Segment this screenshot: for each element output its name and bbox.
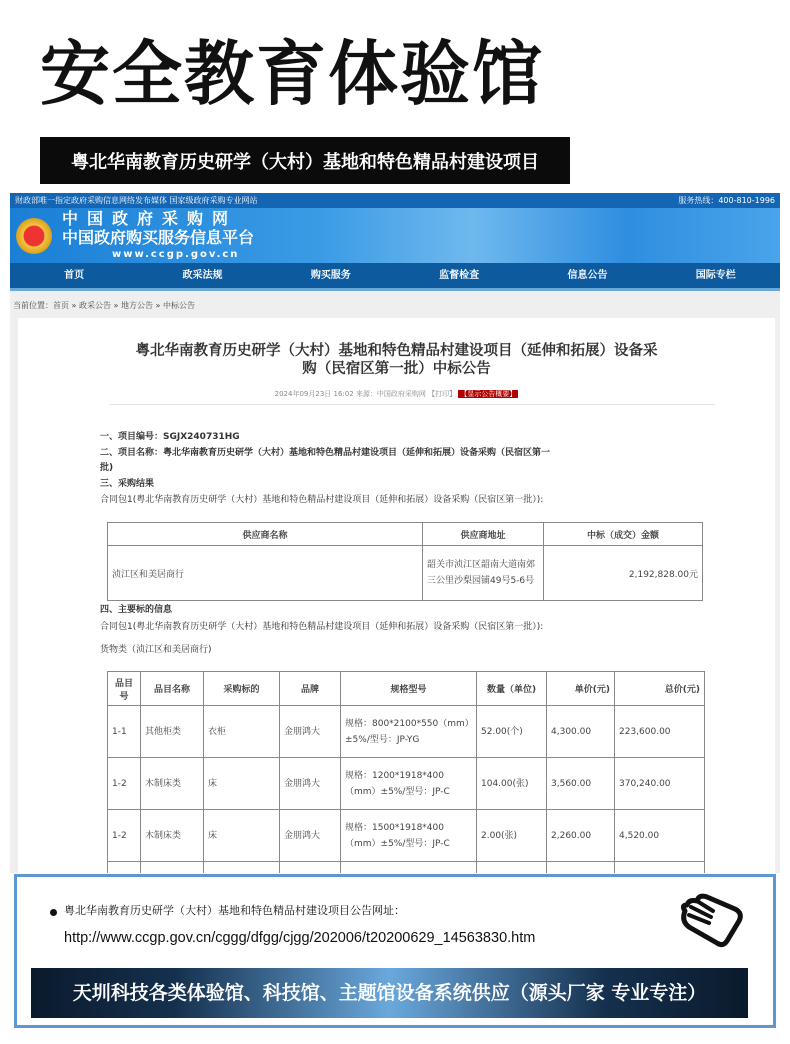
cell: 规格：1200*1918*400（mm）±5%/型号：JP-C xyxy=(341,758,477,810)
ccgp-screenshot xyxy=(10,193,780,873)
project-number: 一、项目编号：SGJX240731HG xyxy=(100,432,240,442)
announcement-url[interactable]: http://www.ccgp.gov.cn/cggg/dfgg/cjgg/202006/t20200629_14563830.htm xyxy=(64,930,536,946)
breadcrumb: 当前位置：首页 » 政采公告 » 地方公告 » 中标公告 xyxy=(13,301,195,310)
supplier-address: 韶关市浈江区韶南大道南郊三公里沙梨园铺49号5-6号 xyxy=(423,546,544,601)
cell: 370,240.00 xyxy=(615,758,705,810)
logo-url: www.ccgp.gov.cn xyxy=(112,249,240,260)
col-amount: 中标（成交）金额 xyxy=(544,523,703,546)
table-row xyxy=(108,546,703,601)
nav-supervision[interactable]: 监督检查 xyxy=(439,269,480,281)
notice-label: 粤北华南教育历史研学（大村）基地和特色精品村建设项目公告网址： xyxy=(64,904,405,917)
bullet-icon xyxy=(50,909,57,916)
supplier-name: 浈江区和美居商行 xyxy=(108,546,423,601)
main-nav xyxy=(10,263,780,291)
col-qty: 数量（单位) xyxy=(477,672,547,706)
col-spec: 规格型号 xyxy=(341,672,477,706)
nav-international[interactable]: 国际专栏 xyxy=(695,269,736,281)
cell: 223,600.00 xyxy=(615,706,705,758)
cell: 木制床类 xyxy=(141,758,204,810)
footer-box xyxy=(14,874,776,1028)
col-unit-price: 单价(元) xyxy=(547,672,615,706)
nav-services[interactable]: 购买服务 xyxy=(310,269,351,281)
section-results: 三、采购结果 xyxy=(100,479,155,489)
result-table xyxy=(107,522,703,601)
top-strip xyxy=(10,193,780,208)
subtitle-banner: 粤北华南教育历史研学（大村）基地和特色精品村建设项目 xyxy=(40,137,570,184)
cell: 床 xyxy=(204,758,280,810)
award-amount: 2,192,828.00元 xyxy=(544,546,703,601)
cell: 衣柜 xyxy=(204,706,280,758)
project-name-cont: 批) xyxy=(100,463,114,473)
section-items: 四、主要标的信息 xyxy=(100,605,173,615)
cell: 规格：1500*1918*400（mm）±5%/型号：JP-C xyxy=(341,810,477,862)
announcement-title xyxy=(18,342,775,378)
cell: 金朋鸿大 xyxy=(280,758,341,810)
show-summary-button[interactable]: 【显示公告概要】 xyxy=(460,390,517,398)
pointing-hand-icon xyxy=(677,891,757,951)
cell: 床 xyxy=(204,810,280,862)
nav-home[interactable]: 首页 xyxy=(64,269,85,281)
items-table xyxy=(107,671,705,873)
cell: 52.00(个) xyxy=(477,706,547,758)
nav-regulations[interactable]: 政采法规 xyxy=(182,269,223,281)
page-title: 安全教育体验馆 xyxy=(40,33,544,115)
meta-text: 2024年09月23日 16:02 来源：中国政府采购网 【打印】 xyxy=(274,390,457,398)
table-row xyxy=(108,862,705,874)
cell: 金朋鸿大 xyxy=(280,706,341,758)
cell: 2.00(张) xyxy=(477,810,547,862)
title-line1: 粤北华南教育历史研学（大村）基地和特色精品村建设项目（延伸和拓展）设备采 xyxy=(135,343,658,359)
cell: 1-2 xyxy=(108,810,141,862)
logo-line1: 中国政府采购网 xyxy=(62,209,238,228)
col-total: 总价(元) xyxy=(615,672,705,706)
package-text: 合同包1(粤北华南教育历史研学（大村）基地和特色精品村建设项目（延伸和拓展）设备采购（民宿区第一批）): xyxy=(100,495,544,505)
cell: 4,520.00 xyxy=(615,810,705,862)
announcement-meta xyxy=(18,389,775,399)
col-item-name: 品目名称 xyxy=(141,672,204,706)
divider xyxy=(110,404,715,405)
cell: 木制床类 xyxy=(141,810,204,862)
cell: 1-2 xyxy=(108,758,141,810)
logo-line2: 中国政府购买服务信息平台 xyxy=(62,228,255,247)
title-line2: 购（民宿区第一批）中标公告 xyxy=(302,361,491,377)
table-row xyxy=(108,758,705,810)
table-row xyxy=(108,706,705,758)
col-address: 供应商地址 xyxy=(423,523,544,546)
site-tagline: 财政部唯一指定政府采购信息网络发布媒体 国家级政府采购专业网站 xyxy=(15,196,258,205)
col-target: 采购标的 xyxy=(204,672,280,706)
hotline: 服务热线：400-810-1996 xyxy=(678,196,775,205)
col-brand: 品牌 xyxy=(280,672,341,706)
table-row xyxy=(108,810,705,862)
cell: 3,560.00 xyxy=(547,758,615,810)
col-item-no: 品目号 xyxy=(108,672,141,706)
national-emblem-icon xyxy=(16,218,52,254)
slogan-banner: 天圳科技各类体验馆、科技馆、主题馆设备系统供应（源头厂家 专业专注） xyxy=(31,968,748,1018)
cell: 规格：800*2100*550（mm）±5%/型号：JP-YG xyxy=(341,706,477,758)
goods-label: 货物类（浈江区和美居商行) xyxy=(100,645,212,655)
cell: 1-1 xyxy=(108,706,141,758)
project-name: 二、项目名称：粤北华南教育历史研学（大村）基地和特色精品村建设项目（延伸和拓展）设备采购（民宿区第一 xyxy=(100,448,551,458)
cell: 104.00(张) xyxy=(477,758,547,810)
cell: 其他柜类 xyxy=(141,706,204,758)
cell: 金朋鸿大 xyxy=(280,810,341,862)
col-supplier: 供应商名称 xyxy=(108,523,423,546)
site-banner xyxy=(10,208,780,263)
announcement-panel xyxy=(18,318,775,873)
cell: 2,260.00 xyxy=(547,810,615,862)
cell: 4,300.00 xyxy=(547,706,615,758)
package-text-2: 合同包1(粤北华南教育历史研学（大村）基地和特色精品村建设项目（延伸和拓展）设备采购（民宿区第一批）): xyxy=(100,622,544,632)
nav-announcements[interactable]: 信息公告 xyxy=(567,269,608,281)
